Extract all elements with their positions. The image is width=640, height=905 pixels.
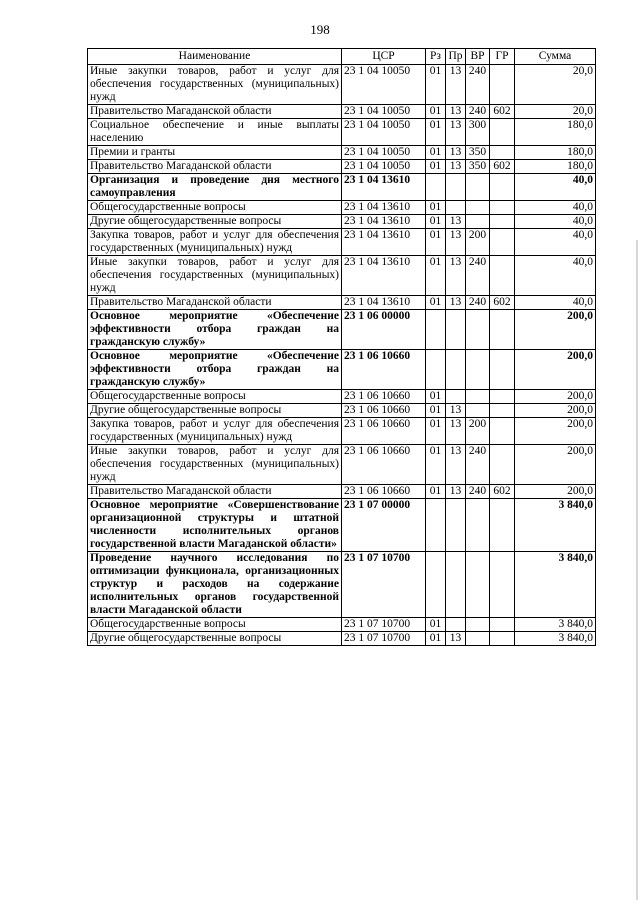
cell-pr [446,499,466,552]
cell-name: Организация и проведение дня местного самоуправления [88,174,342,201]
cell-csr: 23 1 04 13610 [342,215,426,229]
cell-name: Общегосударственные вопросы [88,201,342,215]
cell-pr: 13 [446,485,466,499]
cell-vr: 240 [466,296,490,310]
cell-pr [446,552,466,618]
cell-pr: 13 [446,632,466,646]
cell-name: Правительство Магаданской области [88,296,342,310]
cell-name: Основное мероприятие «Совершенствование организационной структуры и штатной численности исполнительных органов государственной власти Магаданской области» [88,499,342,552]
cell-gr [490,445,515,485]
cell-csr: 23 1 07 10700 [342,618,426,632]
cell-gr [490,65,515,105]
cell-name: Правительство Магаданской области [88,105,342,119]
cell-pr: 13 [446,256,466,296]
cell-sum: 40,0 [515,201,596,215]
cell-gr [490,310,515,350]
cell-csr: 23 1 04 10050 [342,105,426,119]
table-row [88,256,596,296]
cell-vr [466,552,490,618]
table-body [88,65,596,646]
cell-gr [490,499,515,552]
cell-name: Общегосударственные вопросы [88,390,342,404]
cell-vr: 200 [466,418,490,445]
cell-vr: 240 [466,445,490,485]
cell-pr: 13 [446,404,466,418]
cell-vr [466,350,490,390]
cell-rz: 01 [426,146,446,160]
cell-rz [426,552,446,618]
cell-rz: 01 [426,445,446,485]
cell-gr: 602 [490,105,515,119]
cell-gr [490,418,515,445]
cell-gr: 602 [490,296,515,310]
scan-edge-shadow [636,240,638,900]
table-row [88,618,596,632]
table-row [88,485,596,499]
header-csr: ЦСР [342,49,426,65]
cell-name: Закупка товаров, работ и услуг для обеспечения государственных (муниципальных) нужд [88,229,342,256]
cell-sum: 3 840,0 [515,552,596,618]
cell-sum: 40,0 [515,215,596,229]
cell-vr [466,632,490,646]
cell-csr: 23 1 06 10660 [342,418,426,445]
cell-gr [490,632,515,646]
cell-sum: 20,0 [515,105,596,119]
cell-sum: 180,0 [515,119,596,146]
table-row [88,310,596,350]
cell-sum: 180,0 [515,160,596,174]
cell-sum: 200,0 [515,310,596,350]
cell-sum: 200,0 [515,445,596,485]
header-name: Наименование [88,49,342,65]
cell-vr [466,390,490,404]
cell-csr: 23 1 07 10700 [342,632,426,646]
budget-table [87,48,596,646]
cell-pr: 13 [446,146,466,160]
header-vr: ВР [466,49,490,65]
cell-name: Иные закупки товаров, работ и услуг для обеспечения государственных (муниципальных) нужд [88,256,342,296]
cell-sum: 3 840,0 [515,632,596,646]
cell-vr: 350 [466,160,490,174]
cell-sum: 3 840,0 [515,499,596,552]
cell-gr [490,119,515,146]
cell-rz [426,350,446,390]
header-pr: Пр [446,49,466,65]
cell-pr: 13 [446,119,466,146]
cell-vr [466,174,490,201]
header-rz: Рз [426,49,446,65]
cell-sum: 40,0 [515,256,596,296]
cell-pr [446,201,466,215]
cell-vr: 240 [466,485,490,499]
cell-csr: 23 1 04 13610 [342,201,426,215]
cell-vr [466,201,490,215]
cell-sum: 180,0 [515,146,596,160]
cell-sum: 200,0 [515,404,596,418]
cell-rz: 01 [426,215,446,229]
cell-vr [466,310,490,350]
table-row [88,445,596,485]
cell-csr: 23 1 04 10050 [342,146,426,160]
cell-csr: 23 1 04 10050 [342,119,426,146]
cell-vr [466,215,490,229]
page-number: 198 [310,22,330,37]
cell-csr: 23 1 07 10700 [342,552,426,618]
cell-sum: 200,0 [515,485,596,499]
cell-name: Основное мероприятие «Обеспечение эффективности отбора граждан на гражданскую службу» [88,350,342,390]
cell-pr: 13 [446,418,466,445]
table-row [88,552,596,618]
cell-csr: 23 1 04 13610 [342,174,426,201]
cell-gr: 602 [490,160,515,174]
cell-name: Основное мероприятие «Обеспечение эффективности отбора граждан на гражданскую службу» [88,310,342,350]
cell-sum: 200,0 [515,418,596,445]
cell-csr: 23 1 06 10660 [342,485,426,499]
cell-csr: 23 1 07 00000 [342,499,426,552]
cell-name: Общегосударственные вопросы [88,618,342,632]
cell-gr [490,229,515,256]
cell-sum: 20,0 [515,65,596,105]
table-row [88,174,596,201]
table-row [88,632,596,646]
cell-rz: 01 [426,404,446,418]
cell-rz: 01 [426,119,446,146]
cell-sum: 200,0 [515,390,596,404]
cell-rz: 01 [426,418,446,445]
cell-csr: 23 1 06 10660 [342,445,426,485]
table-row [88,390,596,404]
cell-rz: 01 [426,105,446,119]
cell-rz [426,174,446,201]
cell-pr: 13 [446,229,466,256]
cell-gr [490,201,515,215]
table-row [88,119,596,146]
table-row [88,65,596,105]
cell-sum: 40,0 [515,174,596,201]
table-row [88,499,596,552]
cell-name: Социальное обеспечение и иные выплаты населению [88,119,342,146]
table-header-row [88,49,596,65]
cell-pr: 13 [446,215,466,229]
cell-pr [446,618,466,632]
cell-csr: 23 1 04 10050 [342,160,426,174]
cell-csr: 23 1 06 00000 [342,310,426,350]
cell-pr [446,174,466,201]
table-row [88,229,596,256]
cell-vr: 200 [466,229,490,256]
cell-vr: 240 [466,65,490,105]
cell-gr [490,552,515,618]
table-row [88,160,596,174]
cell-pr: 13 [446,296,466,310]
cell-rz: 01 [426,485,446,499]
cell-rz [426,499,446,552]
cell-pr [446,310,466,350]
cell-pr [446,390,466,404]
cell-name: Правительство Магаданской области [88,485,342,499]
cell-rz: 01 [426,201,446,215]
cell-rz [426,310,446,350]
cell-gr [490,390,515,404]
cell-pr: 13 [446,105,466,119]
cell-sum: 3 840,0 [515,618,596,632]
cell-gr [490,174,515,201]
cell-rz: 01 [426,229,446,256]
cell-csr: 23 1 04 13610 [342,256,426,296]
cell-rz: 01 [426,256,446,296]
cell-rz: 01 [426,390,446,404]
cell-csr: 23 1 04 13610 [342,229,426,256]
cell-pr [446,350,466,390]
table-row [88,201,596,215]
table-row [88,350,596,390]
cell-vr: 240 [466,256,490,296]
cell-gr [490,256,515,296]
cell-vr [466,404,490,418]
cell-gr [490,350,515,390]
cell-name: Проведение научного исследования по оптимизации функционала, организационных структур и расходов на содержание исполнительных органов государственной власти Магаданской области [88,552,342,618]
cell-csr: 23 1 06 10660 [342,404,426,418]
cell-csr: 23 1 06 10660 [342,350,426,390]
table-row [88,418,596,445]
cell-gr: 602 [490,485,515,499]
cell-rz: 01 [426,65,446,105]
cell-name: Иные закупки товаров, работ и услуг для обеспечения государственных (муниципальных) нужд [88,65,342,105]
cell-rz: 01 [426,296,446,310]
cell-csr: 23 1 06 10660 [342,390,426,404]
cell-gr [490,404,515,418]
cell-csr: 23 1 04 10050 [342,65,426,105]
cell-rz: 01 [426,632,446,646]
cell-sum: 40,0 [515,229,596,256]
cell-sum: 200,0 [515,350,596,390]
cell-gr [490,618,515,632]
cell-csr: 23 1 04 13610 [342,296,426,310]
cell-name: Иные закупки товаров, работ и услуг для обеспечения государственных (муниципальных) нужд [88,445,342,485]
cell-vr: 240 [466,105,490,119]
cell-rz: 01 [426,618,446,632]
table-row [88,296,596,310]
cell-name: Закупка товаров, работ и услуг для обеспечения государственных (муниципальных) нужд [88,418,342,445]
cell-pr: 13 [446,65,466,105]
header-gr: ГР [490,49,515,65]
table-row [88,215,596,229]
cell-gr [490,215,515,229]
cell-vr: 300 [466,119,490,146]
cell-name: Другие общегосударственные вопросы [88,215,342,229]
table-row [88,146,596,160]
cell-name: Другие общегосударственные вопросы [88,404,342,418]
cell-rz: 01 [426,160,446,174]
cell-name: Премии и гранты [88,146,342,160]
table-row [88,404,596,418]
table-row [88,105,596,119]
cell-pr: 13 [446,160,466,174]
cell-vr [466,618,490,632]
header-sum: Сумма [515,49,596,65]
cell-name: Правительство Магаданской области [88,160,342,174]
cell-vr [466,499,490,552]
cell-name: Другие общегосударственные вопросы [88,632,342,646]
cell-vr: 350 [466,146,490,160]
cell-gr [490,146,515,160]
cell-pr: 13 [446,445,466,485]
cell-sum: 40,0 [515,296,596,310]
